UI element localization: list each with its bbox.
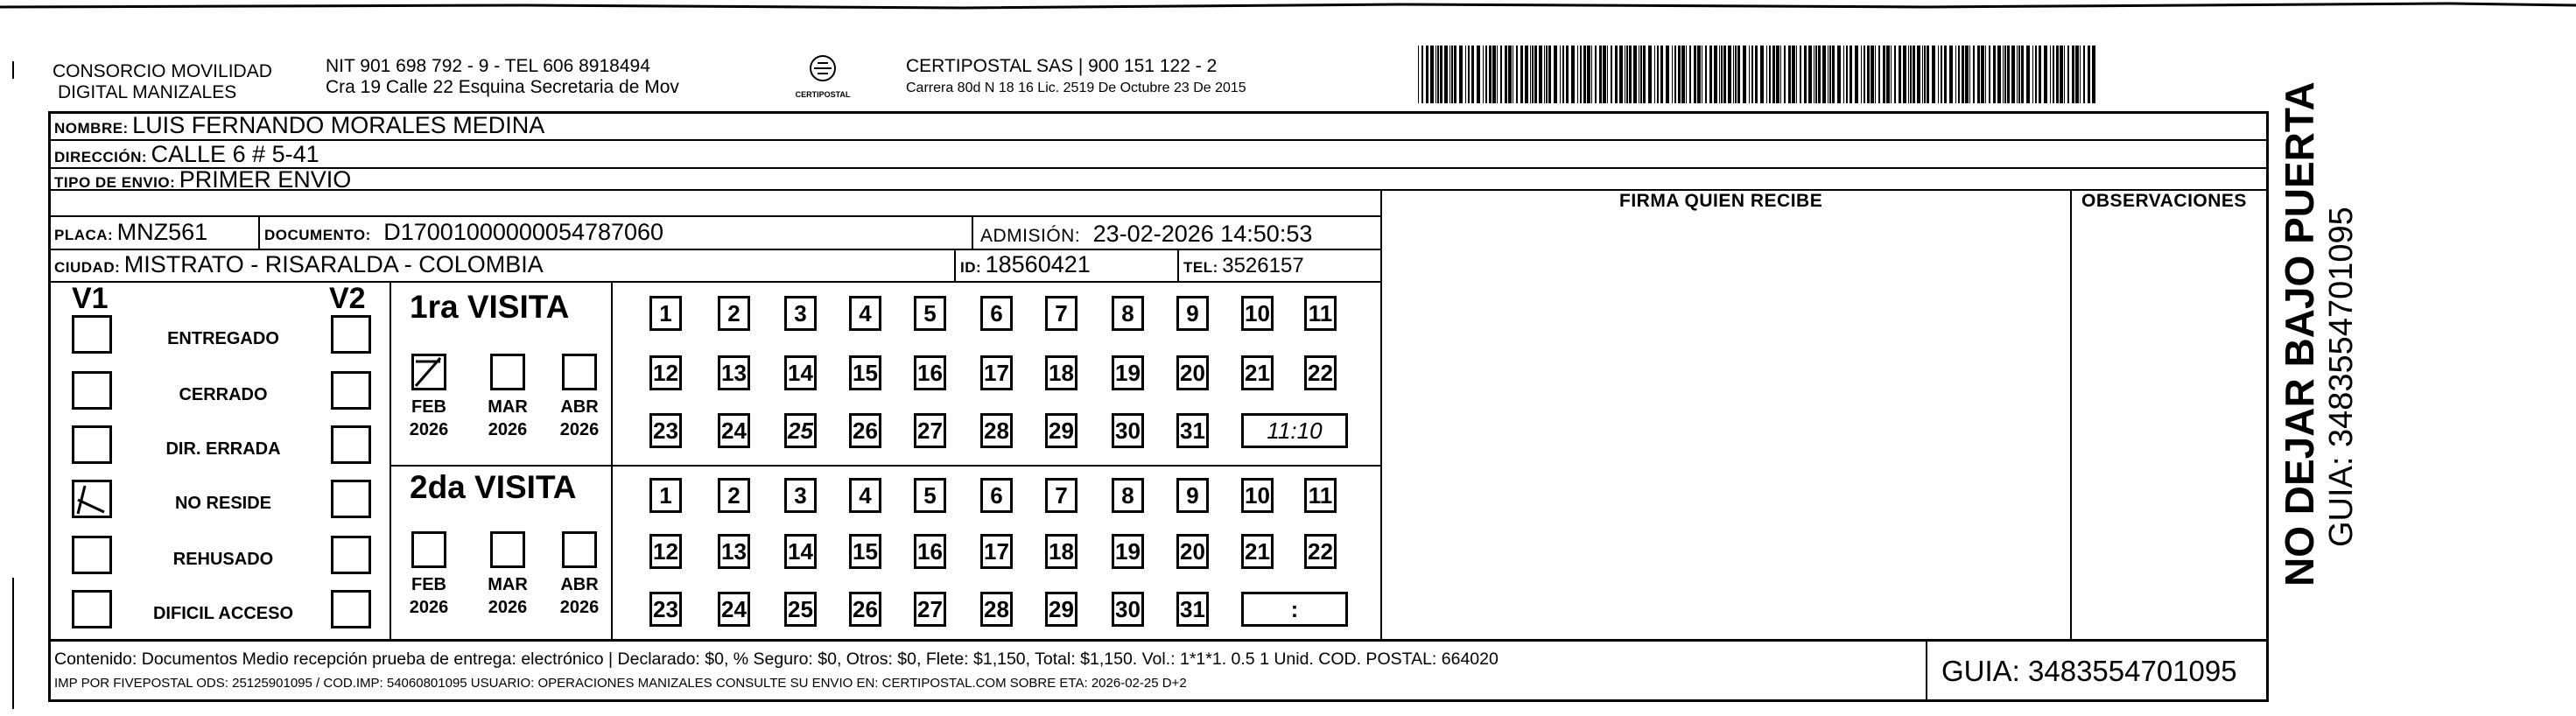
documento-value: D17001000000054787060 bbox=[383, 219, 664, 245]
visit-1-day-20[interactable]: 20 bbox=[1176, 355, 1209, 390]
placa-value: MNZ561 bbox=[116, 219, 208, 245]
side-guia: GUIA: 3483554701095 bbox=[2323, 207, 2360, 547]
tel-label: TEL: bbox=[1183, 259, 1218, 276]
footer-imp-line: IMP POR FIVEPOSTAL ODS: 25125901095 / COD.IMP: 54060801095 USUARIO: OPERACIONES MANIZALES CONSULTE SU ENVIO EN: CERTIPOSTAL.COM SOBRE ETA: 2026-02-25 D+2 bbox=[54, 676, 1187, 691]
visit-1-month-label-feb bbox=[403, 396, 455, 441]
visit-1-day-31[interactable]: 31 bbox=[1176, 413, 1209, 448]
courier-line-2: Carrera 80d N 18 16 Lic. 2519 De Octubre 23 De 2015 bbox=[906, 81, 1246, 95]
v1-header: V1 bbox=[72, 282, 109, 315]
visit-1-day-14[interactable]: 14 bbox=[784, 355, 817, 390]
visit-2-day-20[interactable]: 20 bbox=[1176, 534, 1209, 569]
month-year: 2026 bbox=[409, 598, 449, 617]
visit-1-day-29[interactable]: 29 bbox=[1045, 413, 1077, 448]
courier-line-1: CERTIPOSTAL SAS | 900 151 122 - 2 bbox=[906, 56, 1218, 76]
month-year: 2026 bbox=[488, 598, 528, 617]
visit-2-day-15[interactable]: 15 bbox=[849, 534, 881, 569]
visit-2-day-4[interactable]: 4 bbox=[849, 478, 881, 513]
v1-checkbox-3[interactable] bbox=[72, 425, 112, 464]
visit-2-day-10[interactable]: 10 bbox=[1241, 478, 1274, 513]
month-year: 2026 bbox=[559, 598, 600, 617]
visit-1-month-box-feb[interactable] bbox=[411, 354, 446, 390]
visit-2-day-6[interactable]: 6 bbox=[980, 478, 1013, 513]
tel-value: 3526157 bbox=[1222, 254, 1304, 277]
visit-2-day-17[interactable]: 17 bbox=[980, 534, 1013, 569]
check-mark-icon bbox=[414, 356, 444, 388]
check-mark-icon bbox=[74, 482, 109, 516]
logo-text: CERTIPOSTAL bbox=[795, 90, 851, 99]
month-year: 2026 bbox=[559, 420, 600, 439]
ciudad-label: CIUDAD: bbox=[54, 259, 121, 276]
visit-2-day-24[interactable]: 24 bbox=[718, 592, 750, 627]
visit-1-day-11[interactable]: 11 bbox=[1304, 296, 1337, 331]
tipo-row bbox=[54, 166, 351, 193]
visit-2-title: 2da VISITA bbox=[410, 469, 577, 505]
visit-2-month-box-mar[interactable] bbox=[490, 531, 525, 568]
guia-box: GUIA: 3483554701095 bbox=[1941, 655, 2237, 687]
visit-2-day-14[interactable]: 14 bbox=[784, 534, 817, 569]
visit-1-time-box[interactable]: 11:10 bbox=[1241, 413, 1348, 448]
visit-2-day-9[interactable]: 9 bbox=[1176, 478, 1209, 513]
visit-1-day-1[interactable]: 1 bbox=[649, 296, 682, 331]
observaciones-header: OBSERVACIONES bbox=[2081, 191, 2247, 211]
visit-2-day-13[interactable]: 13 bbox=[718, 534, 750, 569]
visit-1-day-25[interactable]: 25 bbox=[784, 413, 817, 448]
visit-2-day-23[interactable]: 23 bbox=[649, 592, 682, 627]
side-warning: NO DEJAR BAJO PUERTA bbox=[2277, 81, 2322, 586]
visit-1-day-2[interactable]: 2 bbox=[718, 296, 750, 331]
visit-1-day-16[interactable]: 16 bbox=[914, 355, 946, 390]
visit-1-day-22[interactable]: 22 bbox=[1304, 355, 1337, 390]
visit-1-month-label-mar bbox=[481, 396, 534, 441]
v1-checkbox-2[interactable] bbox=[72, 371, 112, 410]
v1-checkbox-6[interactable] bbox=[72, 590, 112, 628]
v2-header: V2 bbox=[329, 282, 366, 315]
visit-2-day-8[interactable]: 8 bbox=[1112, 478, 1144, 513]
footer-contenido: Contenido: Documentos Medio recepción prueba de entrega: electrónico | Declarado: $0, % Seguro: $0, Otros: $0, Flete: $1,150, Total: $1,150. Vol.: 1*1*1. 0.5 1 Unid. COD. POSTAL: 664020 bbox=[54, 649, 1499, 669]
v2-checkbox-4[interactable] bbox=[331, 480, 371, 518]
company-line-1: CONSORCIO MOVILIDAD bbox=[53, 61, 272, 81]
nombre-label: NOMBRE: bbox=[54, 120, 129, 137]
placa-field bbox=[54, 219, 207, 246]
visit-2-day-12[interactable]: 12 bbox=[649, 534, 682, 569]
visit-2-day-7[interactable]: 7 bbox=[1045, 478, 1077, 513]
visit-2-day-30[interactable]: 30 bbox=[1112, 592, 1144, 627]
ciudad-value: MISTRATO - RISARALDA - COLOMBIA bbox=[123, 251, 544, 277]
month-year: 2026 bbox=[488, 420, 528, 439]
visit-1-day-23[interactable]: 23 bbox=[649, 413, 682, 448]
certipostal-logo bbox=[792, 54, 853, 99]
visit-2-day-25[interactable]: 25 bbox=[784, 592, 817, 627]
visit-2-day-5[interactable]: 5 bbox=[914, 478, 946, 513]
id-label: ID: bbox=[960, 259, 982, 276]
month-name: ABR bbox=[560, 575, 599, 594]
visit-1-day-28[interactable]: 28 bbox=[980, 413, 1013, 448]
month-name: ABR bbox=[560, 397, 599, 417]
visit-2-day-19[interactable]: 19 bbox=[1112, 534, 1144, 569]
v2-checkbox-3[interactable] bbox=[331, 425, 371, 464]
month-name: FEB bbox=[411, 575, 446, 594]
address-line: Cra 19 Calle 22 Esquina Secretaria de Mov bbox=[326, 77, 679, 97]
courier-info bbox=[906, 56, 1246, 96]
visit-1-day-27[interactable]: 27 bbox=[914, 413, 946, 448]
company-name bbox=[53, 61, 272, 103]
visit-1-day-9[interactable]: 9 bbox=[1176, 296, 1209, 331]
visit-1-day-13[interactable]: 13 bbox=[718, 355, 750, 390]
visit-1-day-18[interactable]: 18 bbox=[1045, 355, 1077, 390]
visit-1-day-26[interactable]: 26 bbox=[849, 413, 881, 448]
ciudad-field bbox=[54, 251, 544, 278]
status-label-4: NO RESIDE bbox=[174, 494, 272, 513]
status-label-1: ENTREGADO bbox=[167, 329, 279, 348]
visit-2-month-box-abr[interactable] bbox=[562, 531, 597, 568]
visit-1-month-box-abr[interactable] bbox=[562, 354, 597, 390]
documento-label: DOCUMENTO: bbox=[264, 227, 371, 243]
torn-top-edge bbox=[0, 0, 2576, 12]
visit-1-day-19[interactable]: 19 bbox=[1112, 355, 1144, 390]
status-label-6: DIFICIL ACCESO bbox=[152, 604, 293, 623]
visit-2-month-label-abr bbox=[553, 573, 606, 619]
delivery-form bbox=[48, 111, 2269, 702]
company-contact bbox=[326, 56, 679, 98]
documento-field bbox=[264, 219, 663, 246]
direccion-row bbox=[54, 141, 319, 168]
v1-checkbox-5[interactable] bbox=[72, 536, 112, 574]
direccion-value: CALLE 6 # 5-41 bbox=[151, 141, 319, 167]
visit-1-day-7[interactable]: 7 bbox=[1045, 296, 1077, 331]
barcode bbox=[1418, 46, 2101, 107]
visit-2-day-31[interactable]: 31 bbox=[1176, 592, 1209, 627]
nit-line: NIT 901 698 792 - 9 - TEL 606 8918494 bbox=[326, 56, 650, 76]
month-name: MAR bbox=[488, 397, 528, 417]
visit-1-month-box-mar[interactable] bbox=[490, 354, 525, 390]
visit-2-day-2[interactable]: 2 bbox=[718, 478, 750, 513]
visit-1-day-30[interactable]: 30 bbox=[1112, 413, 1144, 448]
visit-1-day-5[interactable]: 5 bbox=[914, 296, 946, 331]
visit-1-day-24[interactable]: 24 bbox=[718, 413, 750, 448]
visit-2-day-11[interactable]: 11 bbox=[1304, 478, 1337, 513]
visit-1-day-4[interactable]: 4 bbox=[849, 296, 881, 331]
v1-checkbox-4[interactable] bbox=[72, 480, 112, 518]
visit-1-day-8[interactable]: 8 bbox=[1112, 296, 1144, 331]
visit-2-day-21[interactable]: 21 bbox=[1241, 534, 1274, 569]
visit-2-day-29[interactable]: 29 bbox=[1045, 592, 1077, 627]
v1-checkbox-1[interactable] bbox=[72, 315, 112, 354]
visit-1-day-12[interactable]: 12 bbox=[649, 355, 682, 390]
status-label-3: DIR. ERRADA bbox=[165, 439, 281, 459]
direccion-label: DIRECCIÓN: bbox=[54, 149, 148, 165]
visit-2-month-label-feb bbox=[403, 573, 455, 619]
tel-field bbox=[1183, 254, 1304, 278]
logo-emblem-icon bbox=[805, 54, 840, 86]
month-name: FEB bbox=[411, 397, 446, 417]
admision-value: 23-02-2026 14:50:53 bbox=[1092, 221, 1313, 247]
visit-1-day-10[interactable]: 10 bbox=[1241, 296, 1274, 331]
month-name: MAR bbox=[488, 575, 528, 594]
visit-2-day-1[interactable]: 1 bbox=[649, 478, 682, 513]
visit-2-day-22[interactable]: 22 bbox=[1304, 534, 1337, 569]
v2-checkbox-2[interactable] bbox=[331, 371, 371, 410]
status-label-5: REHUSADO bbox=[172, 550, 274, 569]
tipo-value: PRIMER ENVIO bbox=[179, 166, 352, 193]
visit-2-day-28[interactable]: 28 bbox=[980, 592, 1013, 627]
nombre-value: LUIS FERNANDO MORALES MEDINA bbox=[132, 112, 545, 138]
visit-1-day-3[interactable]: 3 bbox=[784, 296, 817, 331]
visit-2-day-3[interactable]: 3 bbox=[784, 478, 817, 513]
v2-checkbox-6[interactable] bbox=[331, 590, 371, 628]
visit-1-day-6[interactable]: 6 bbox=[980, 296, 1013, 331]
visit-1-day-17[interactable]: 17 bbox=[980, 355, 1013, 390]
admision-label: ADMISIÓN: bbox=[980, 226, 1081, 246]
visit-1-day-21[interactable]: 21 bbox=[1241, 355, 1274, 390]
visit-2-month-label-mar bbox=[481, 573, 534, 619]
v2-checkbox-5[interactable] bbox=[331, 536, 371, 574]
visit-2-day-27[interactable]: 27 bbox=[914, 592, 946, 627]
company-line-2: DIGITAL MANIZALES bbox=[58, 82, 237, 102]
visit-1-day-15[interactable]: 15 bbox=[849, 355, 881, 390]
visit-2-month-box-feb[interactable] bbox=[411, 531, 446, 568]
placa-label: PLACA: bbox=[54, 227, 114, 243]
visit-2-day-26[interactable]: 26 bbox=[849, 592, 881, 627]
id-field bbox=[960, 251, 1091, 278]
id-value: 18560421 bbox=[985, 251, 1091, 277]
status-label-2: CERRADO bbox=[179, 385, 268, 404]
firma-header: FIRMA QUIEN RECIBE bbox=[1619, 191, 1823, 211]
admision-field bbox=[980, 221, 1312, 248]
visit-2-day-18[interactable]: 18 bbox=[1045, 534, 1077, 569]
visit-1-month-label-abr bbox=[553, 396, 606, 441]
visit-2-time-box[interactable]: : bbox=[1241, 592, 1348, 627]
visit-2-day-16[interactable]: 16 bbox=[914, 534, 946, 569]
visit-1-title: 1ra VISITA bbox=[410, 289, 570, 325]
nombre-row bbox=[54, 112, 544, 139]
tipo-label: TIPO DE ENVIO: bbox=[54, 174, 176, 191]
v2-checkbox-1[interactable] bbox=[331, 315, 371, 354]
month-year: 2026 bbox=[409, 420, 449, 439]
